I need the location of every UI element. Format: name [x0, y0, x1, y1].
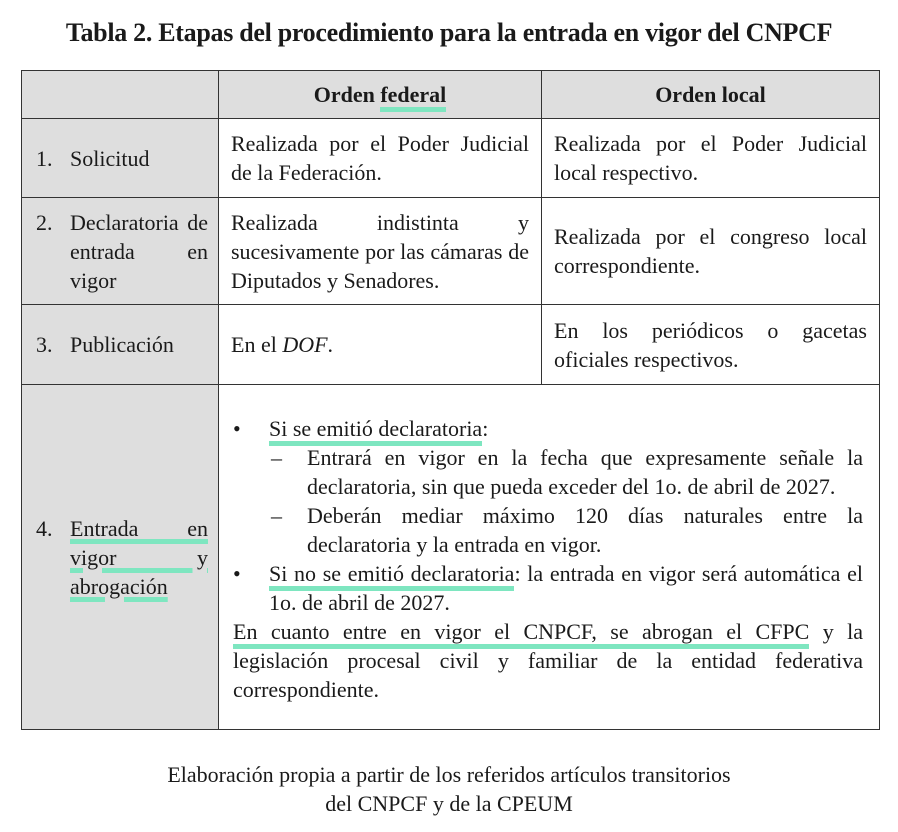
stage-cell [22, 305, 219, 385]
stage-cell [22, 198, 219, 305]
federal-cell: Realizada por el Poder Judicial de la Federación. [219, 119, 542, 198]
table-row [22, 119, 880, 198]
header-corner-cell [22, 71, 219, 119]
header-federal-prefix: Orden [313, 82, 381, 107]
stage-number: 2. [36, 209, 53, 235]
merged-cell [219, 385, 880, 730]
local-cell: Realizada por el congreso local correspondiente. [542, 198, 880, 305]
federal-text-prefix: En el [231, 332, 283, 357]
stage-label: Entrada en vigor y abrogación [70, 515, 208, 599]
federal-text-suffix: . [327, 332, 334, 357]
stage-number: 4. [36, 515, 53, 541]
federal-cell [219, 305, 542, 385]
closing-highlight: En cuanto entre en vigor el CNPCF, se abrogan el CFPC [233, 619, 809, 649]
table-title: Tabla 2. Etapas del procedimiento para la entrada en vigor del CNPCF [65, 18, 833, 47]
stage-number: 3. [36, 332, 53, 357]
stage-cell [22, 119, 219, 198]
stages-table [21, 70, 880, 730]
list-item [233, 559, 863, 617]
stage-cell [22, 385, 219, 730]
federal-cell: Realizada indistinta y sucesivamente por las cámaras de Diputados y Senadores. [219, 198, 542, 305]
bullet-text: : la entrada en vigor será automática el 1o. de abril de 2027. [269, 561, 863, 615]
bullet-text: : [482, 416, 489, 441]
table-row [22, 198, 880, 305]
caption-line-1: Elaboración propia a partir de los referidos artículos transitorios [167, 762, 731, 787]
table-row [22, 305, 880, 385]
local-cell: En los periódicos o gacetas oficiales respectivos. [542, 305, 880, 385]
stage-label: Solicitud [70, 145, 150, 171]
closing-text: y la legislación procesal civil y familiar de la entidad federativa correspondiente. [233, 619, 863, 702]
closing-paragraph [233, 617, 863, 704]
stage-number: 1. [36, 145, 53, 171]
list-item [233, 414, 863, 559]
header-local: Orden local [542, 71, 880, 119]
table-caption [0, 760, 898, 818]
stage-label: Declaratoria de entrada en vigor [70, 209, 208, 293]
list-item: – Entrará en vigor en la fecha que expresamente señale la declaratoria, sin que pueda exceder del 1o. de abril de 2027. [269, 443, 863, 501]
header-row [22, 71, 880, 119]
stage-label: Publicación [70, 332, 174, 357]
table-row [22, 385, 880, 730]
dash-list [269, 443, 863, 559]
local-cell: Realizada por el Poder Judicial local respectivo. [542, 119, 880, 198]
federal-text-emphasis: DOF [282, 332, 328, 357]
header-federal-highlight: federal [380, 82, 446, 112]
header-federal [219, 71, 542, 119]
list-item: – Deberán mediar máximo 120 días naturales entre la declaratoria y la entrada en vigor. [269, 501, 863, 559]
caption-line-2: del CNPCF y de la CPEUM [325, 791, 573, 816]
bullet-list [233, 414, 863, 617]
bullet-highlight: Si no se emitió declaratoria [269, 561, 514, 591]
bullet-highlight: Si se emitió declaratoria [269, 416, 482, 446]
